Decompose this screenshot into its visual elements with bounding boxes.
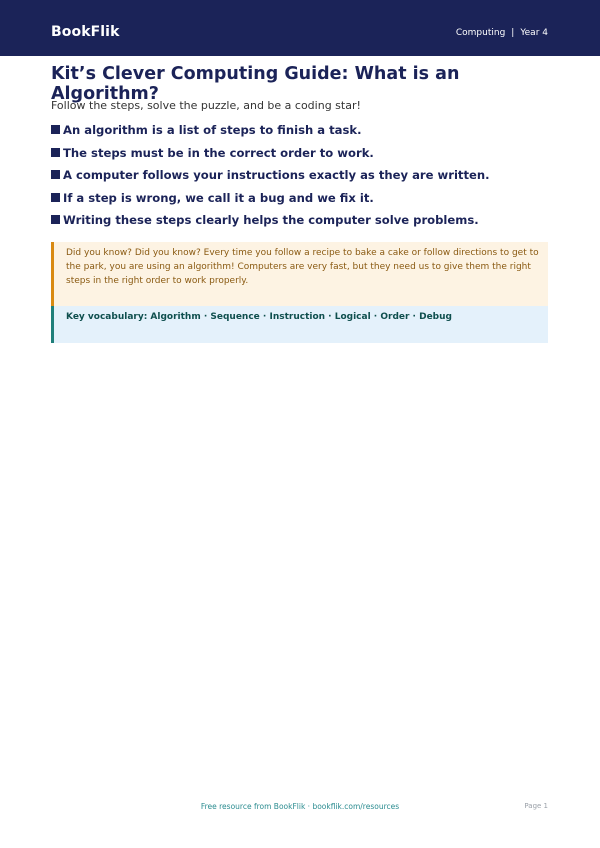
did-you-know-box — [51, 242, 548, 306]
meta-separator: | — [511, 28, 515, 38]
did-you-know-text: Did you know? Did you know? Every time you follow a recipe to bake a cake or follow directions to get to the park, you are using an algorithm! Computers are very fast, but they need us to give them the right steps in the right order to work properly. — [66, 248, 539, 286]
subject-label: Computing — [455, 28, 506, 38]
square-bullet-icon — [51, 170, 60, 179]
page-title: Kit’s Clever Computing Guide: What is an Algorithm? — [51, 64, 460, 104]
page-footer — [0, 802, 600, 816]
key-points-list — [51, 121, 490, 234]
brand-logo-text: BookFlik — [51, 24, 120, 40]
point-text: The steps must be in the correct order to work. — [63, 145, 374, 160]
point-text: If a step is wrong, we call it a bug and we fix it. — [63, 190, 374, 205]
square-bullet-icon — [51, 193, 60, 202]
square-bullet-icon — [51, 148, 60, 157]
intro-text: Follow the steps, solve the puzzle, and be a coding star! — [51, 99, 361, 112]
point-text: An algorithm is a list of steps to finish a task. — [63, 123, 362, 137]
square-bullet-icon — [51, 125, 60, 134]
list-item — [51, 189, 490, 212]
page-number: Page 1 — [524, 802, 548, 810]
point-text: A computer follows your instructions exactly as they are written. — [63, 168, 490, 182]
list-item — [51, 166, 490, 189]
point-text: Writing these steps clearly helps the computer solve problems. — [63, 213, 479, 227]
square-bullet-icon — [51, 215, 60, 224]
list-item — [51, 121, 490, 144]
year-label: Year 4 — [520, 28, 548, 38]
vocabulary-box — [51, 306, 548, 343]
header-meta — [456, 28, 548, 38]
page-header — [0, 0, 600, 56]
list-item — [51, 144, 490, 167]
list-item — [51, 211, 490, 234]
vocabulary-text: Key vocabulary: Algorithm · Sequence · Instruction · Logical · Order · Debug — [66, 312, 452, 322]
footer-credit-link[interactable]: Free resource from BookFlik · bookflik.com/resources — [200, 802, 400, 811]
